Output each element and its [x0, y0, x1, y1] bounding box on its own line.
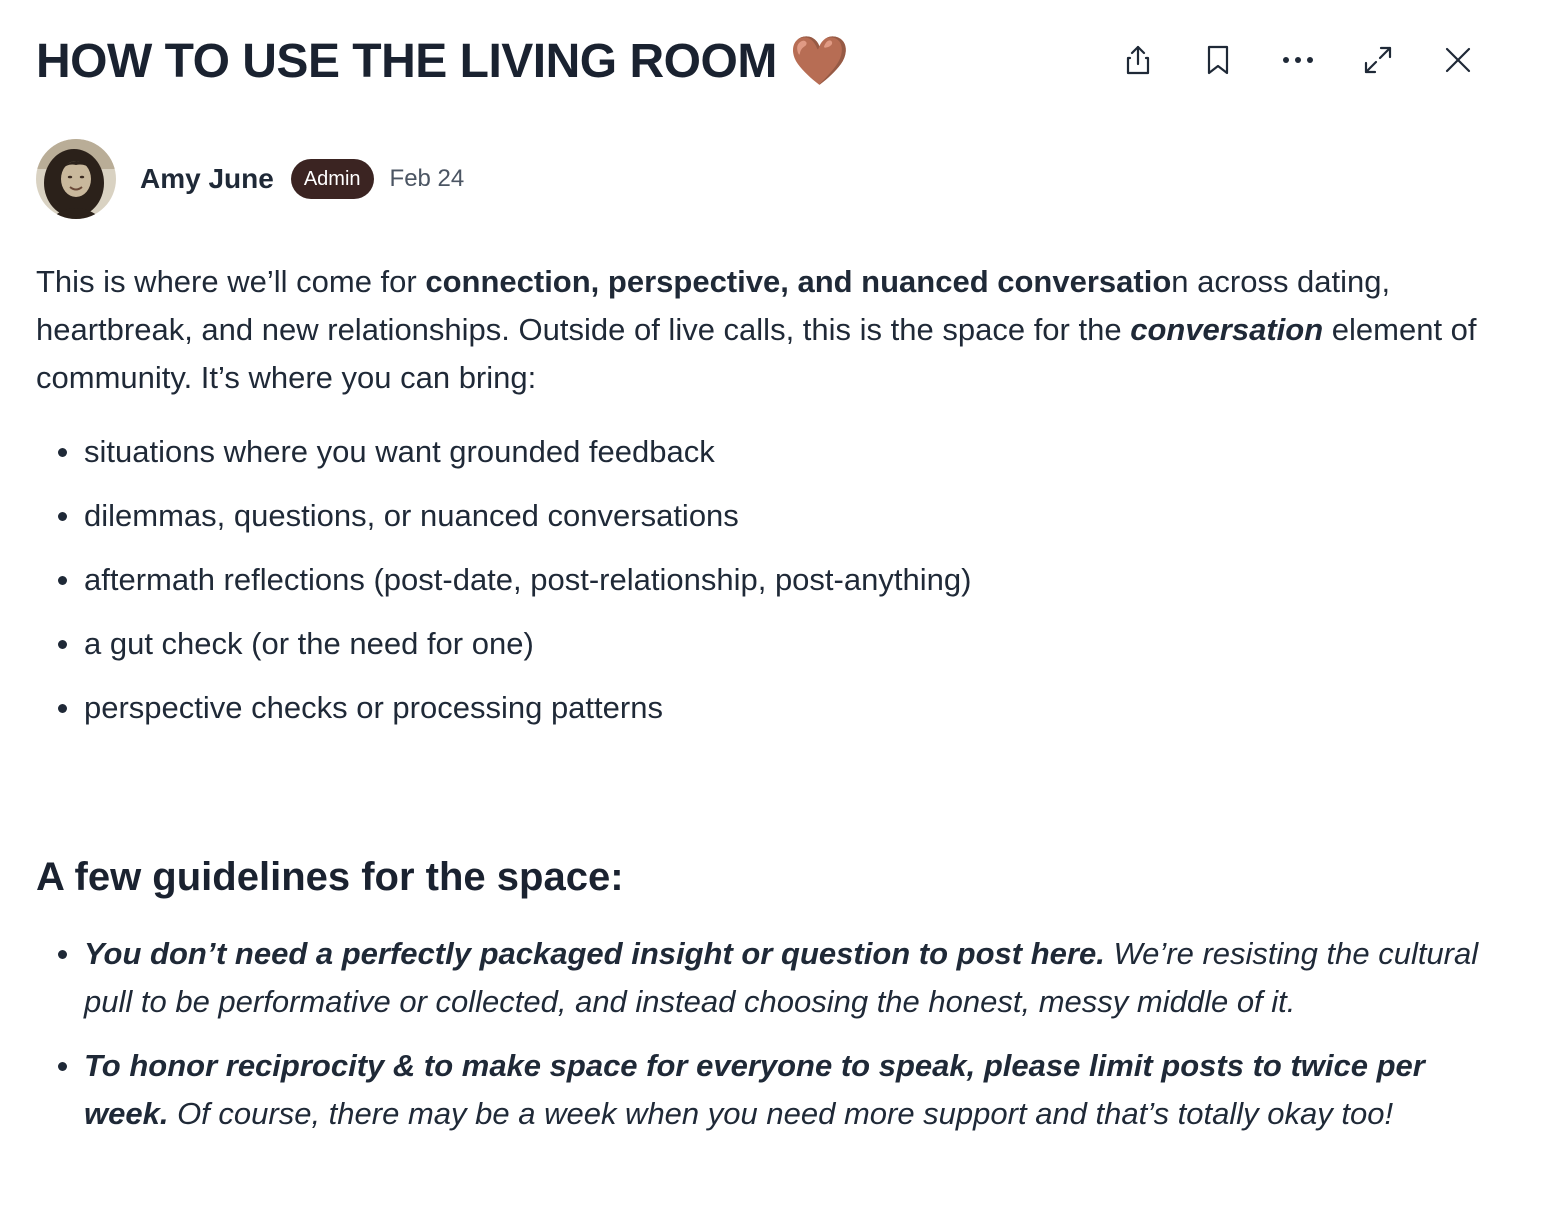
close-button[interactable]: [1436, 38, 1480, 82]
list-item: aftermath reflections (post-date, post-relationship, post-anything): [36, 556, 1526, 604]
guideline-item: [36, 930, 1506, 1026]
bring-list: [36, 428, 1526, 732]
intro-paragraph: [36, 258, 1526, 402]
intro-text-2: n across dating, heartbreak, and new relationships. Outside of live calls, this is the space for the: [36, 264, 1391, 347]
post-title-text: HOW TO USE THE LIVING ROOM: [36, 35, 777, 88]
guideline-text: We’re resisting the cultural pull to be performative or collected, and instead choosing the honest, messy middle of it.: [84, 936, 1479, 1019]
expand-button[interactable]: [1356, 38, 1400, 82]
more-options-button[interactable]: [1276, 38, 1320, 82]
list-item: a gut check (or the need for one): [36, 620, 1526, 668]
intro-text-1: This is where we’ll come for: [36, 264, 426, 299]
guideline-bold: To honor reciprocity & to make space for everyone to speak, please limit posts to twice per week.: [84, 1048, 1425, 1131]
admin-badge: Admin: [291, 159, 374, 199]
intro-bold-italic: conversation: [1130, 312, 1324, 347]
guidelines-heading: A few guidelines for the space:: [36, 855, 624, 899]
post-title: [36, 30, 849, 94]
post-body: [36, 258, 1526, 748]
more-icon: [1280, 42, 1316, 78]
share-icon: [1120, 42, 1156, 78]
guideline-item: [36, 1042, 1506, 1138]
intro-bold: connection, perspective, and nuanced conversatio: [425, 264, 1172, 299]
share-button[interactable]: [1116, 38, 1160, 82]
avatar[interactable]: [36, 139, 116, 219]
bookmark-button[interactable]: [1196, 38, 1240, 82]
list-item: dilemmas, questions, or nuanced conversations: [36, 492, 1526, 540]
intro-text-3: element of community. It’s where you can bring:: [36, 312, 1477, 395]
brown-heart-emoji: 🤎: [789, 35, 849, 88]
expand-icon: [1360, 42, 1396, 78]
list-item: situations where you want grounded feedback: [36, 428, 1526, 476]
author-name[interactable]: Amy June: [140, 163, 274, 194]
guideline-text: Of course, there may be a week when you need more support and that’s totally okay too!: [168, 1096, 1394, 1131]
list-item: perspective checks or processing patterns: [36, 684, 1526, 732]
close-icon: [1440, 42, 1476, 78]
guidelines-list: [36, 930, 1506, 1154]
guideline-bold: You don’t need a perfectly packaged insight or question to post here.: [84, 936, 1105, 971]
post-date: Feb 24: [389, 165, 465, 192]
bookmark-icon: [1200, 42, 1236, 78]
post-toolbar: [1116, 38, 1480, 82]
avatar-image: [36, 139, 116, 219]
author-row: [36, 138, 464, 220]
